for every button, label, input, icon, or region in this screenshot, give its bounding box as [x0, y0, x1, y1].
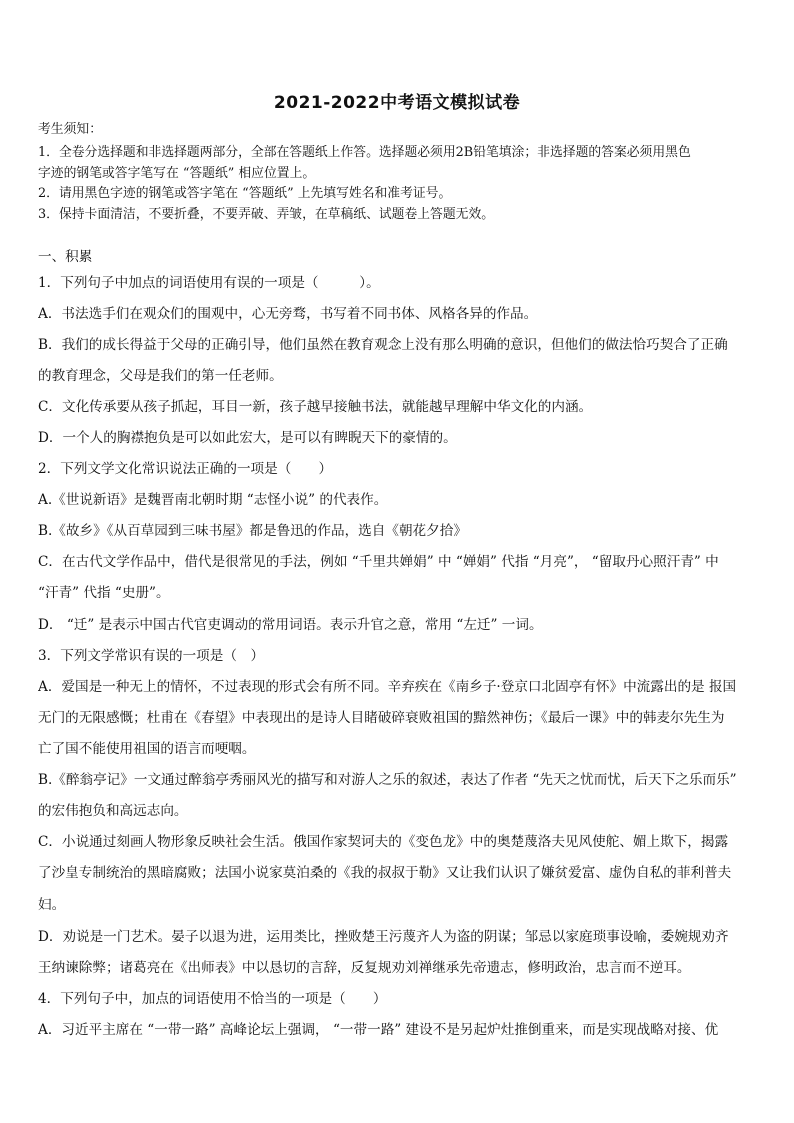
- question-2-option-c: C．在古代文学作品中，借代是很常见的手法，例如 “千里共婵娟” 中 “婵娟” 代指 “月亮”， “留取丹心照汗青” 中: [38, 554, 719, 570]
- question-4-stem: 4．下列句子中，加点的词语使用不恰当的一项是（ ）: [38, 991, 387, 1007]
- notice-line: 3．保持卡面清洁，不要折叠，不要弄破、弄皱，在草稿纸、试题卷上答题无效。: [38, 207, 495, 222]
- section-heading: 一、积累: [38, 249, 93, 265]
- question-1-stem: 1．下列句子中加点的词语使用有误的一项是（ ）。: [38, 275, 380, 291]
- question-1-option-c: C．文化传承要从孩子抓起，耳目一新，孩子越早接触书法，就能越早理解中华文化的内涵。: [38, 399, 593, 415]
- question-3-option-c: C．小说通过刻画人物形象反映社会生活。俄国作家契诃夫的《变色龙》中的奥楚蔑洛夫见风使舵、媚上欺下，揭露: [38, 834, 729, 850]
- question-3-option-c-cont: 了沙皇专制统治的黑暗腐败；法国小说家莫泊桑的《我的叔叔于勒》又让我们认识了嫌贫爱富、虚伪自私的菲利普夫: [38, 865, 732, 881]
- question-3-option-a-cont: 亡了国不能使用祖国的语言而哽咽。: [38, 741, 256, 757]
- question-1-option-b: B．我们的成长得益于父母的正确引导，他们虽然在教育观念上没有那么明确的意识，但他们的做法恰巧契合了正确: [38, 337, 728, 353]
- question-3-stem: 3．下列文学常识有误的一项是（ ）: [38, 648, 265, 664]
- question-3-option-a-cont: 无门的无限感慨；杜甫在《春望》中表现出的是诗人目睹破碎衰败祖国的黯然神伤；《最后一课》中的韩麦尔先生为: [38, 710, 725, 726]
- question-1-option-d: D．一个人的胸襟抱负是可以如此宏大，是可以有睥睨天下的豪情的。: [38, 430, 457, 446]
- question-2-option-c-cont: “汗青” 代指 “史册”。: [38, 585, 170, 601]
- question-2-stem: 2．下列文学文化常识说法正确的一项是（ ）: [38, 461, 333, 477]
- question-2-option-b: B.《故乡》《从百草园到三味书屋》都是鲁迅的作品，选自《朝花夕拾》: [38, 523, 467, 539]
- notice-heading: 考生须知：: [38, 122, 102, 137]
- question-3-option-b-cont: 的宏伟抱负和高远志向。: [38, 803, 188, 819]
- question-2-option-d: D． “迁” 是表示中国古代官吏调动的常用词语。表示升官之意，常用 “左迁” 一词。: [38, 617, 543, 633]
- question-1-option-b-cont: 的教育理念，父母是我们的第一任老师。: [38, 368, 283, 384]
- question-3-option-d: D．劝说是一门艺术。晏子以退为进，运用类比，挫败楚王污蔑齐人为盗的阴谋；邹忌以家庭琐事设喻，委婉规劝齐: [38, 929, 729, 945]
- notice-line: 1．全卷分选择题和非选择题两部分，全部在答题纸上作答。选择题必须用2B铅笔填涂；非选择题的答案必须用黑色: [38, 145, 691, 160]
- page-title: 2021-2022中考语文模拟试卷: [273, 93, 521, 113]
- question-1-option-a: A．书法选手们在观众们的围观中，心无旁骛，书写着不同书体、风格各异的作品。: [38, 306, 538, 322]
- question-3-option-a: A．爱国是一种无上的情怀，不过表现的形式会有所不同。辛弃疾在《南乡子·登京口北固亭有怀》中流露出的是 报国: [38, 679, 737, 695]
- question-3-option-c-cont: 妇。: [38, 897, 66, 913]
- notice-line: 字迹的钢笔或答字笔写在 “答题纸” 相应位置上。: [38, 166, 316, 181]
- question-2-option-a: A.《世说新语》是魏晋南北朝时期 “志怪小说” 的代表作。: [38, 492, 388, 508]
- notice-line: 2．请用黑色字迹的钢笔或答字笔在 “答题纸” 上先填写姓名和准考证号。: [38, 186, 452, 201]
- question-3-option-b: B.《醉翁亭记》一文通过醉翁亭秀丽风光的描写和对游人之乐的叙述，表达了作者 “先天之忧而忧，后天下之乐而乐”: [38, 772, 737, 788]
- question-4-option-a: A．习近平主席在 “一带一路” 高峰论坛上强调， “一带一路” 建设不是另起炉灶推倒重来，而是实现战略对接、优: [38, 1022, 719, 1038]
- question-3-option-d-cont: 王纳谏除弊；诸葛亮在《出师表》中以恳切的言辞，反复规劝刘禅继承先帝遗志，修明政治，忠言而不逆耳。: [38, 960, 691, 976]
